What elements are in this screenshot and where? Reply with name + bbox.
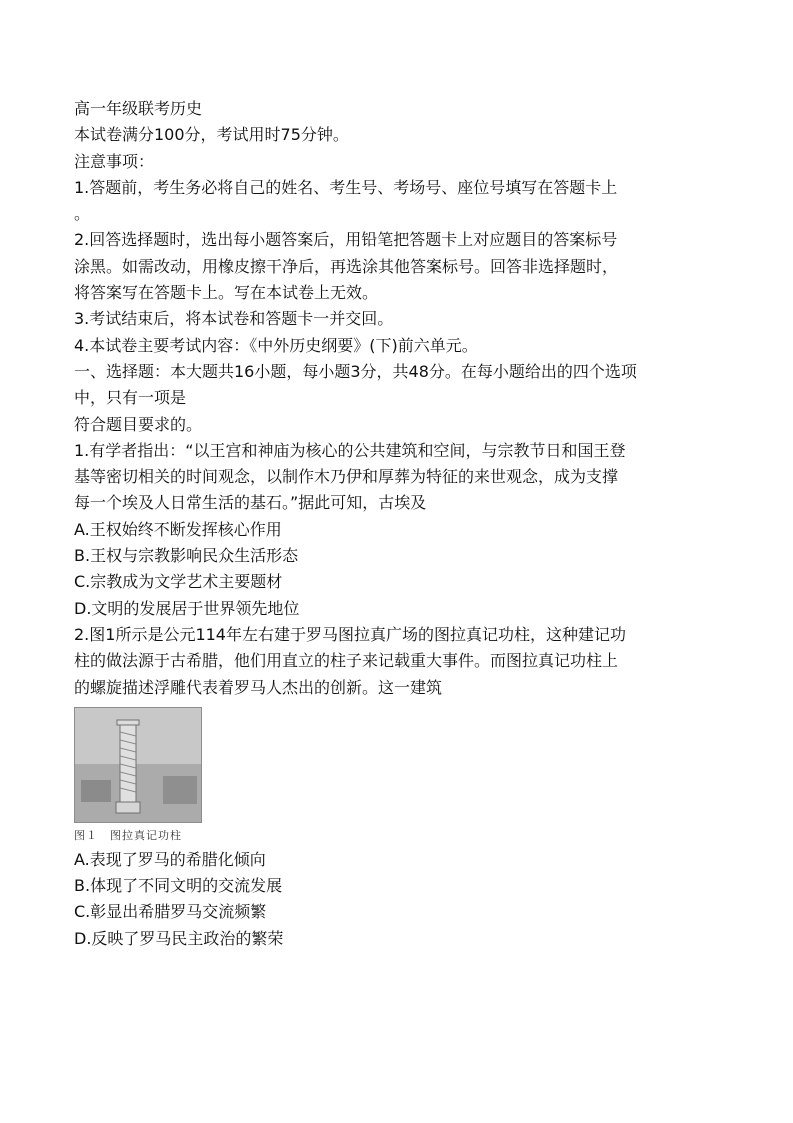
column-capital xyxy=(117,720,139,725)
section-instruction-line-2: 中，只有一项是 xyxy=(74,388,187,408)
document-body xyxy=(74,96,724,952)
section-instruction-line-1: 一、选择题：本大题共16小题，每小题3分，共48分。在每小题给出的四个选项 xyxy=(74,361,637,381)
question-2-line-2: 柱的做法源于古希腊，他们用直立的柱子来记载重大事件。而图拉真记功柱上 xyxy=(74,651,619,671)
notice-heading: 注意事项： xyxy=(74,151,155,171)
section-instruction-line-3: 符合题目要求的。 xyxy=(74,414,203,434)
trajan-column-image xyxy=(74,707,202,823)
column-photo-illustration xyxy=(75,708,201,822)
question-2-option-a: A.表现了罗马的希腊化倾向 xyxy=(74,849,266,869)
text-block-after-image xyxy=(74,847,724,952)
question-2-line-1: 2.图1所示是公元114年左右建于罗马图拉真广场的图拉真记功柱，这种建记功 xyxy=(74,624,626,644)
right-building xyxy=(163,776,197,804)
question-1-option-a: A.王权始终不断发挥核心作用 xyxy=(74,519,282,539)
question-1-option-b: B.王权与宗教影响民众生活形态 xyxy=(74,546,299,566)
notice-item-2-line-2: 涂黑。如需改动，用橡皮擦干净后，再选涂其他答案标号。回答非选择题时， xyxy=(74,256,619,276)
question-2-option-b: B.体现了不同文明的交流发展 xyxy=(74,876,283,896)
question-1-line-3: 每一个埃及人日常生活的基石。”据此可知，古埃及 xyxy=(74,493,427,513)
question-1-option-d: D.文明的发展居于世界领先地位 xyxy=(74,598,300,618)
notice-item-3: 3.考试结束后，将本试卷和答题卡一并交回。 xyxy=(74,309,394,329)
question-1-option-c: C.宗教成为文学艺术主要题材 xyxy=(74,572,283,592)
question-1-line-1: 1.有学者指出：“以王宫和神庙为核心的公共建筑和空间，与宗教节日和国王登 xyxy=(74,440,626,460)
notice-item-2-line-1: 2.回答选择题时，选出每小题答案后，用铅笔把答题卡上对应题目的答案标号 xyxy=(74,230,618,250)
trajan-column-figure xyxy=(74,707,206,843)
figure-caption: 图１ 图拉真记功柱 xyxy=(74,828,182,842)
question-2-option-c: C.彰显出希腊罗马交流频繁 xyxy=(74,902,267,922)
question-2-option-d: D.反映了罗马民主政治的繁荣 xyxy=(74,928,284,948)
notice-item-1: 1.答题前，考生务必将自己的姓名、考生号、考场号、座位号填写在答题卡上 xyxy=(74,177,618,197)
text-block-before-image xyxy=(74,96,724,701)
notice-item-4: 4.本试卷主要考试内容：《中外历史纲要》(下)前六单元。 xyxy=(74,335,478,355)
question-1-line-2: 基等密切相关的时间观念，以制作木乃伊和厚葬为特征的来世观念，成为支撑 xyxy=(74,467,619,487)
column-base xyxy=(116,802,140,813)
document-title: 高一年级联考历史 xyxy=(74,99,203,118)
left-building xyxy=(81,780,111,802)
notice-item-2-line-3: 将答案写在答题卡上。写在本试卷上无效。 xyxy=(74,283,379,303)
notice-item-1-end: 。 xyxy=(74,204,91,224)
exam-score-time: 本试卷满分100分，考试用时75分钟。 xyxy=(74,125,349,145)
question-2-line-3: 的螺旋描述浮雕代表着罗马人杰出的创新。这一建筑 xyxy=(74,677,443,697)
